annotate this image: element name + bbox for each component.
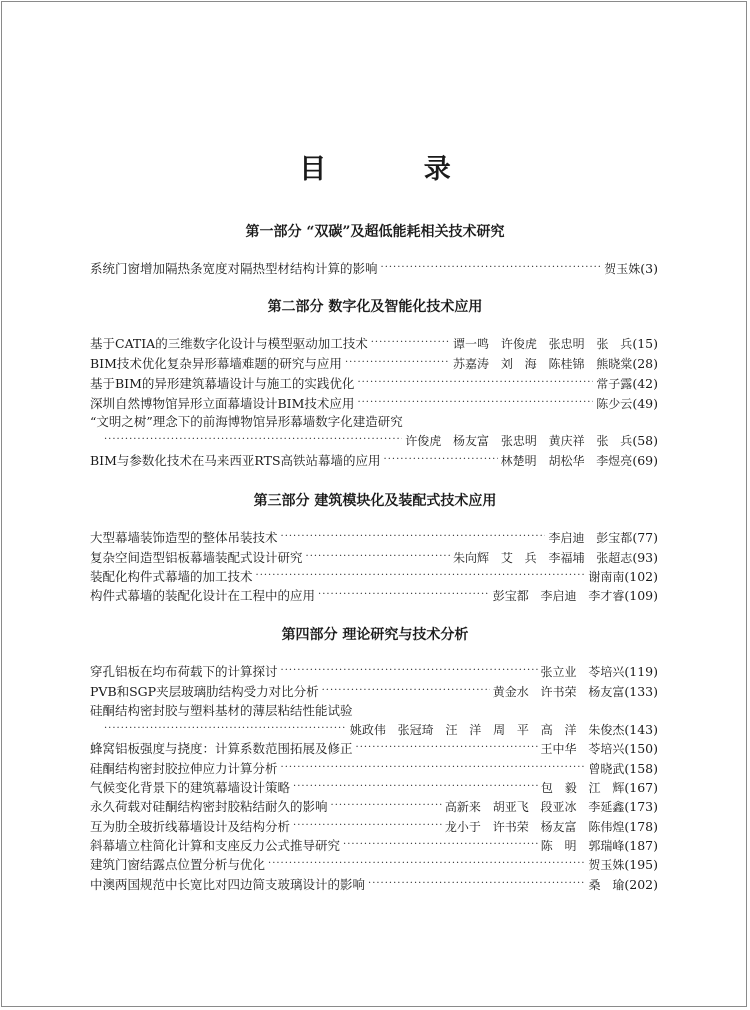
entry-page: (178) — [624, 818, 658, 834]
entry-title: “文明之树”理念下的前海博物馆异形幕墙数字化建造研究 — [90, 414, 403, 429]
toc-entry[interactable] — [90, 758, 658, 778]
entry-authors: 曾晓武 — [588, 761, 625, 776]
toc-entry[interactable] — [90, 566, 658, 586]
entry-page: (195) — [624, 856, 658, 872]
entry-authors: 姚政伟 张冠琦 汪 洋 周 平 高 洋 朱俊杰 — [349, 722, 625, 737]
toc-entry[interactable] — [90, 585, 658, 605]
entry-authors: 黄金水 许书荣 杨友富 — [492, 684, 625, 699]
leader-dots — [368, 877, 586, 891]
leader-dots — [268, 857, 585, 871]
toc-entry[interactable] — [90, 393, 658, 413]
leader-dots — [281, 761, 586, 775]
entry-authors: 常子露 — [596, 376, 633, 391]
entry-title: 装配化构件式幕墙的加工技术 — [90, 569, 253, 584]
toc-entry[interactable] — [90, 547, 658, 567]
entry-page: (133) — [624, 683, 658, 699]
entry-title: 硅酮结构密封胶拉伸应力计算分析 — [90, 761, 278, 776]
entry-authors: 林楚明 胡松华 李煜亮 — [500, 453, 633, 468]
entry-page: (49) — [632, 395, 658, 411]
entry-page: (42) — [632, 375, 658, 391]
section-heading-part-3: 第三部分 建筑模块化及装配式技术应用 — [253, 493, 497, 509]
entry-title: 硅酮结构密封胶与塑料基材的薄层粘结性能试验 — [90, 703, 353, 718]
toc-entry[interactable] — [90, 681, 658, 701]
leader-dots — [356, 741, 538, 755]
entry-page: (202) — [624, 876, 658, 892]
entry-page: (109) — [624, 587, 658, 603]
toc-entry[interactable] — [90, 258, 658, 278]
entry-title: 构件式幕墙的装配化设计在工程中的应用 — [90, 588, 316, 603]
entry-title: PVB和SGP夹层玻璃肋结构受力对比分析 — [90, 684, 319, 699]
leader-dots — [318, 588, 490, 602]
entry-title: 基于BIM的异形建筑幕墙设计与施工的实践优化 — [90, 376, 355, 391]
entry-authors: 龙小于 许书荣 杨友富 陈伟煌 — [444, 819, 625, 834]
entry-title: 穿孔铝板在均布荷载下的计算探讨 — [90, 664, 278, 679]
entry-title: 大型幕墙装饰造型的整体吊装技术 — [90, 530, 278, 545]
leader-dots — [331, 799, 442, 813]
leader-dots — [381, 261, 602, 275]
leader-dots — [357, 396, 593, 410]
entry-authors: 包 毅 江 辉 — [540, 780, 625, 795]
entry-title: 永久荷载对硅酮结构密封胶粘结耐久的影响 — [90, 799, 328, 814]
toc-entry[interactable] — [90, 854, 658, 874]
entry-title: 建筑门窗结露点位置分析与优化 — [90, 857, 266, 872]
entry-page: (158) — [624, 760, 658, 776]
toc-entry-title-line[interactable] — [90, 411, 658, 431]
leader-dots — [345, 356, 450, 370]
leader-dots — [293, 780, 538, 794]
leader-dots — [293, 819, 442, 833]
entry-title: BIM与参数化技术在马来西亚RTS高铁站幕墙的应用 — [90, 453, 381, 468]
entry-authors: 朱向辉 艾 兵 李福埔 张超志 — [453, 550, 633, 565]
entry-page: (77) — [632, 529, 658, 545]
leader-dots — [322, 684, 490, 698]
leader-dots — [281, 530, 546, 544]
leader-dots — [384, 453, 498, 467]
toc-entry[interactable] — [90, 874, 658, 894]
entry-page: (143) — [624, 721, 658, 737]
toc-entry-continuation[interactable] — [90, 430, 658, 450]
entry-authors: 谢南南 — [588, 569, 625, 584]
entry-authors: 桑 瑜 — [588, 877, 625, 892]
entry-authors: 高新来 胡亚飞 段亚冰 李延鑫 — [444, 799, 625, 814]
leader-dots — [256, 569, 586, 583]
toc-entry-continuation[interactable] — [90, 719, 658, 739]
entry-page: (3) — [640, 260, 658, 276]
entry-title: 蜂窝铝板强度与挠度：计算系数范围拓展及修正 — [90, 741, 353, 756]
entry-authors: 王中华 苓培兴 — [540, 741, 625, 756]
entry-title: 斜幕墙立柱简化计算和支座反力公式推导研究 — [90, 838, 341, 853]
toc-entry[interactable] — [90, 527, 658, 547]
entry-title: 互为肋全玻折线幕墙设计及结构分析 — [90, 819, 291, 834]
entry-authors: 陈 明 郭瑞峰 — [540, 838, 625, 853]
entry-authors: 张立业 苓培兴 — [540, 664, 625, 679]
entry-page: (150) — [624, 740, 658, 756]
entry-title: 复杂空间造型铝板幕墙装配式设计研究 — [90, 550, 303, 565]
leader-dots — [104, 433, 402, 447]
toc-entry[interactable] — [90, 353, 658, 373]
entry-page: (93) — [632, 549, 658, 565]
entry-title: 基于CATIA的三维数字化设计与模型驱动加工技术 — [90, 336, 368, 351]
entry-title: 中澳两国规范中长宽比对四边简支玻璃设计的影响 — [90, 877, 366, 892]
entry-authors: 贺玉姝 — [588, 857, 625, 872]
entry-page: (167) — [624, 779, 658, 795]
entry-page: (58) — [632, 432, 658, 448]
leader-dots — [371, 336, 450, 350]
entry-authors: 李启迪 彭宝都 — [548, 530, 633, 545]
toc-entry[interactable] — [90, 816, 658, 836]
section-heading-part-1: 第一部分 “双碳”及超低能耗相关技术研究 — [245, 224, 505, 240]
entry-authors: 苏嘉涛 刘 海 陈桂锦 熊晓棠 — [453, 356, 633, 371]
leader-dots — [343, 838, 538, 852]
entry-page: (102) — [624, 568, 658, 584]
leader-dots — [104, 722, 347, 736]
page-title: 目 录 — [299, 154, 495, 185]
toc-entry[interactable] — [90, 373, 658, 393]
leader-dots — [306, 550, 451, 564]
toc-entry-title-line[interactable] — [90, 700, 658, 720]
entry-authors: 彭宝都 李启迪 李才睿 — [492, 588, 625, 603]
toc-entry[interactable] — [90, 333, 658, 353]
toc-entry[interactable] — [90, 661, 658, 681]
section-heading-part-4: 第四部分 理论研究与技术分析 — [281, 627, 469, 643]
toc-entry[interactable] — [90, 796, 658, 816]
entry-title: BIM技术优化复杂异形幕墙难题的研究与应用 — [90, 356, 342, 371]
entry-title: 气候变化背景下的建筑幕墙设计策略 — [90, 780, 291, 795]
entry-authors: 谭一鸣 许俊虎 张忠明 张 兵 — [453, 336, 633, 351]
section-heading-part-2: 第二部分 数字化及智能化技术应用 — [267, 299, 483, 315]
toc-entry[interactable] — [90, 450, 658, 470]
entry-authors: 陈少云 — [596, 396, 633, 411]
toc-entry[interactable] — [90, 738, 658, 758]
entry-page: (69) — [632, 452, 658, 468]
entry-title: 系统门窗增加隔热条宽度对隔热型材结构计算的影响 — [90, 261, 378, 276]
toc-entry[interactable] — [90, 835, 658, 855]
entry-title: 深圳自然博物馆异形立面幕墙设计BIM技术应用 — [90, 396, 355, 411]
entry-authors: 许俊虎 杨友富 张忠明 黄庆祥 张 兵 — [405, 433, 633, 448]
entry-page: (173) — [624, 798, 658, 814]
entry-authors: 贺玉姝 — [604, 261, 641, 276]
leader-dots — [281, 664, 538, 678]
entry-page: (15) — [632, 335, 658, 351]
entry-page: (187) — [624, 837, 658, 853]
toc-entry[interactable] — [90, 777, 658, 797]
entry-page: (28) — [632, 355, 658, 371]
leader-dots — [357, 376, 593, 390]
entry-page: (119) — [624, 663, 658, 679]
